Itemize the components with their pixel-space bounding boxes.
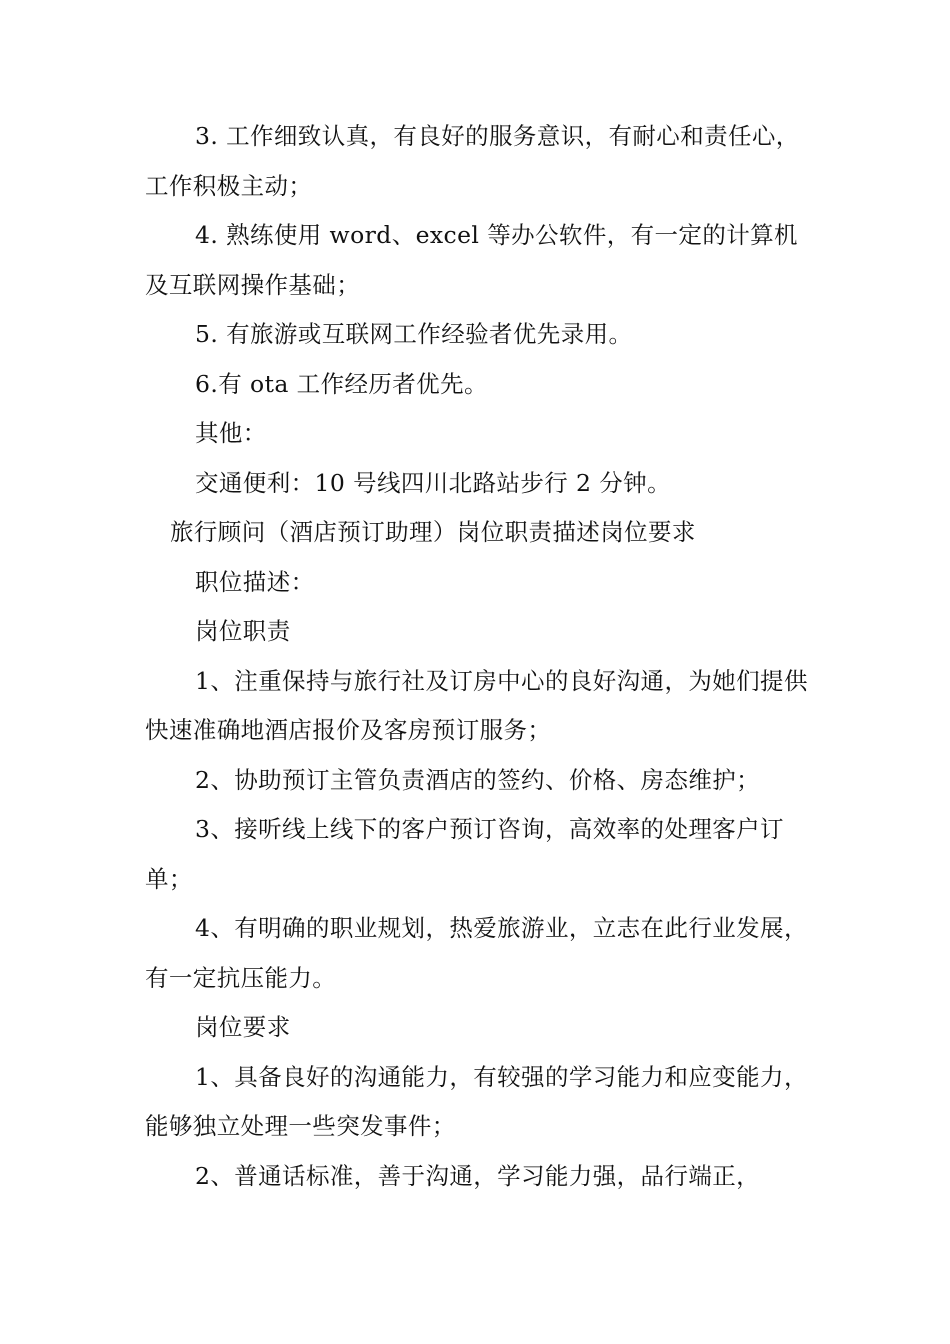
- document-body: [145, 112, 810, 1201]
- section-title: 旅行顾问（酒店预订助理）岗位职责描述岗位要求: [170, 518, 696, 546]
- requirement-item-5: 5. 有旅游或互联网工作经验者优先录用。: [195, 320, 633, 348]
- responsibility-item-2: 2、协助预订主管负责酒店的签约、价格、房态维护；: [195, 765, 761, 794]
- requirement-item-4: 4. 熟练使用 word、excel 等办公软件，有一定的计算机及互联网操作基础；: [145, 221, 798, 299]
- responsibility-item-1: 1、注重保持与旅行社及订房中心的良好沟通，为她们提供快速准确地酒店报价及客房预订服务；: [145, 666, 808, 744]
- requirements-heading: 岗位要求: [195, 1013, 291, 1041]
- requirement-item-6: 6.有 ota 工作经历者优先。: [195, 369, 488, 398]
- responsibility-item-3: 3、接听线上线下的客户预订咨询，高效率的处理客户订单；: [145, 815, 784, 893]
- responsibilities-heading: 岗位职责: [195, 617, 291, 645]
- job-description-label: 职位描述：: [195, 567, 315, 596]
- responsibility-item-4: 4、有明确的职业规划，热爱旅游业，立志在此行业发展，有一定抗压能力。: [145, 914, 808, 992]
- job-requirement-item-2: 2、普通话标准，善于沟通，学习能力强，品行端正，: [195, 1161, 761, 1190]
- requirement-item-3: 3. 工作细致认真，有良好的服务意识，有耐心和责任心，工作积极主动；: [145, 122, 800, 200]
- other-label: 其他：: [195, 419, 267, 447]
- job-requirement-item-1: 1、具备良好的沟通能力，有较强的学习能力和应变能力，能够独立处理一些突发事件；: [145, 1062, 808, 1140]
- transport-info: 交通便利：10 号线四川北路站步行 2 分钟。: [195, 468, 671, 497]
